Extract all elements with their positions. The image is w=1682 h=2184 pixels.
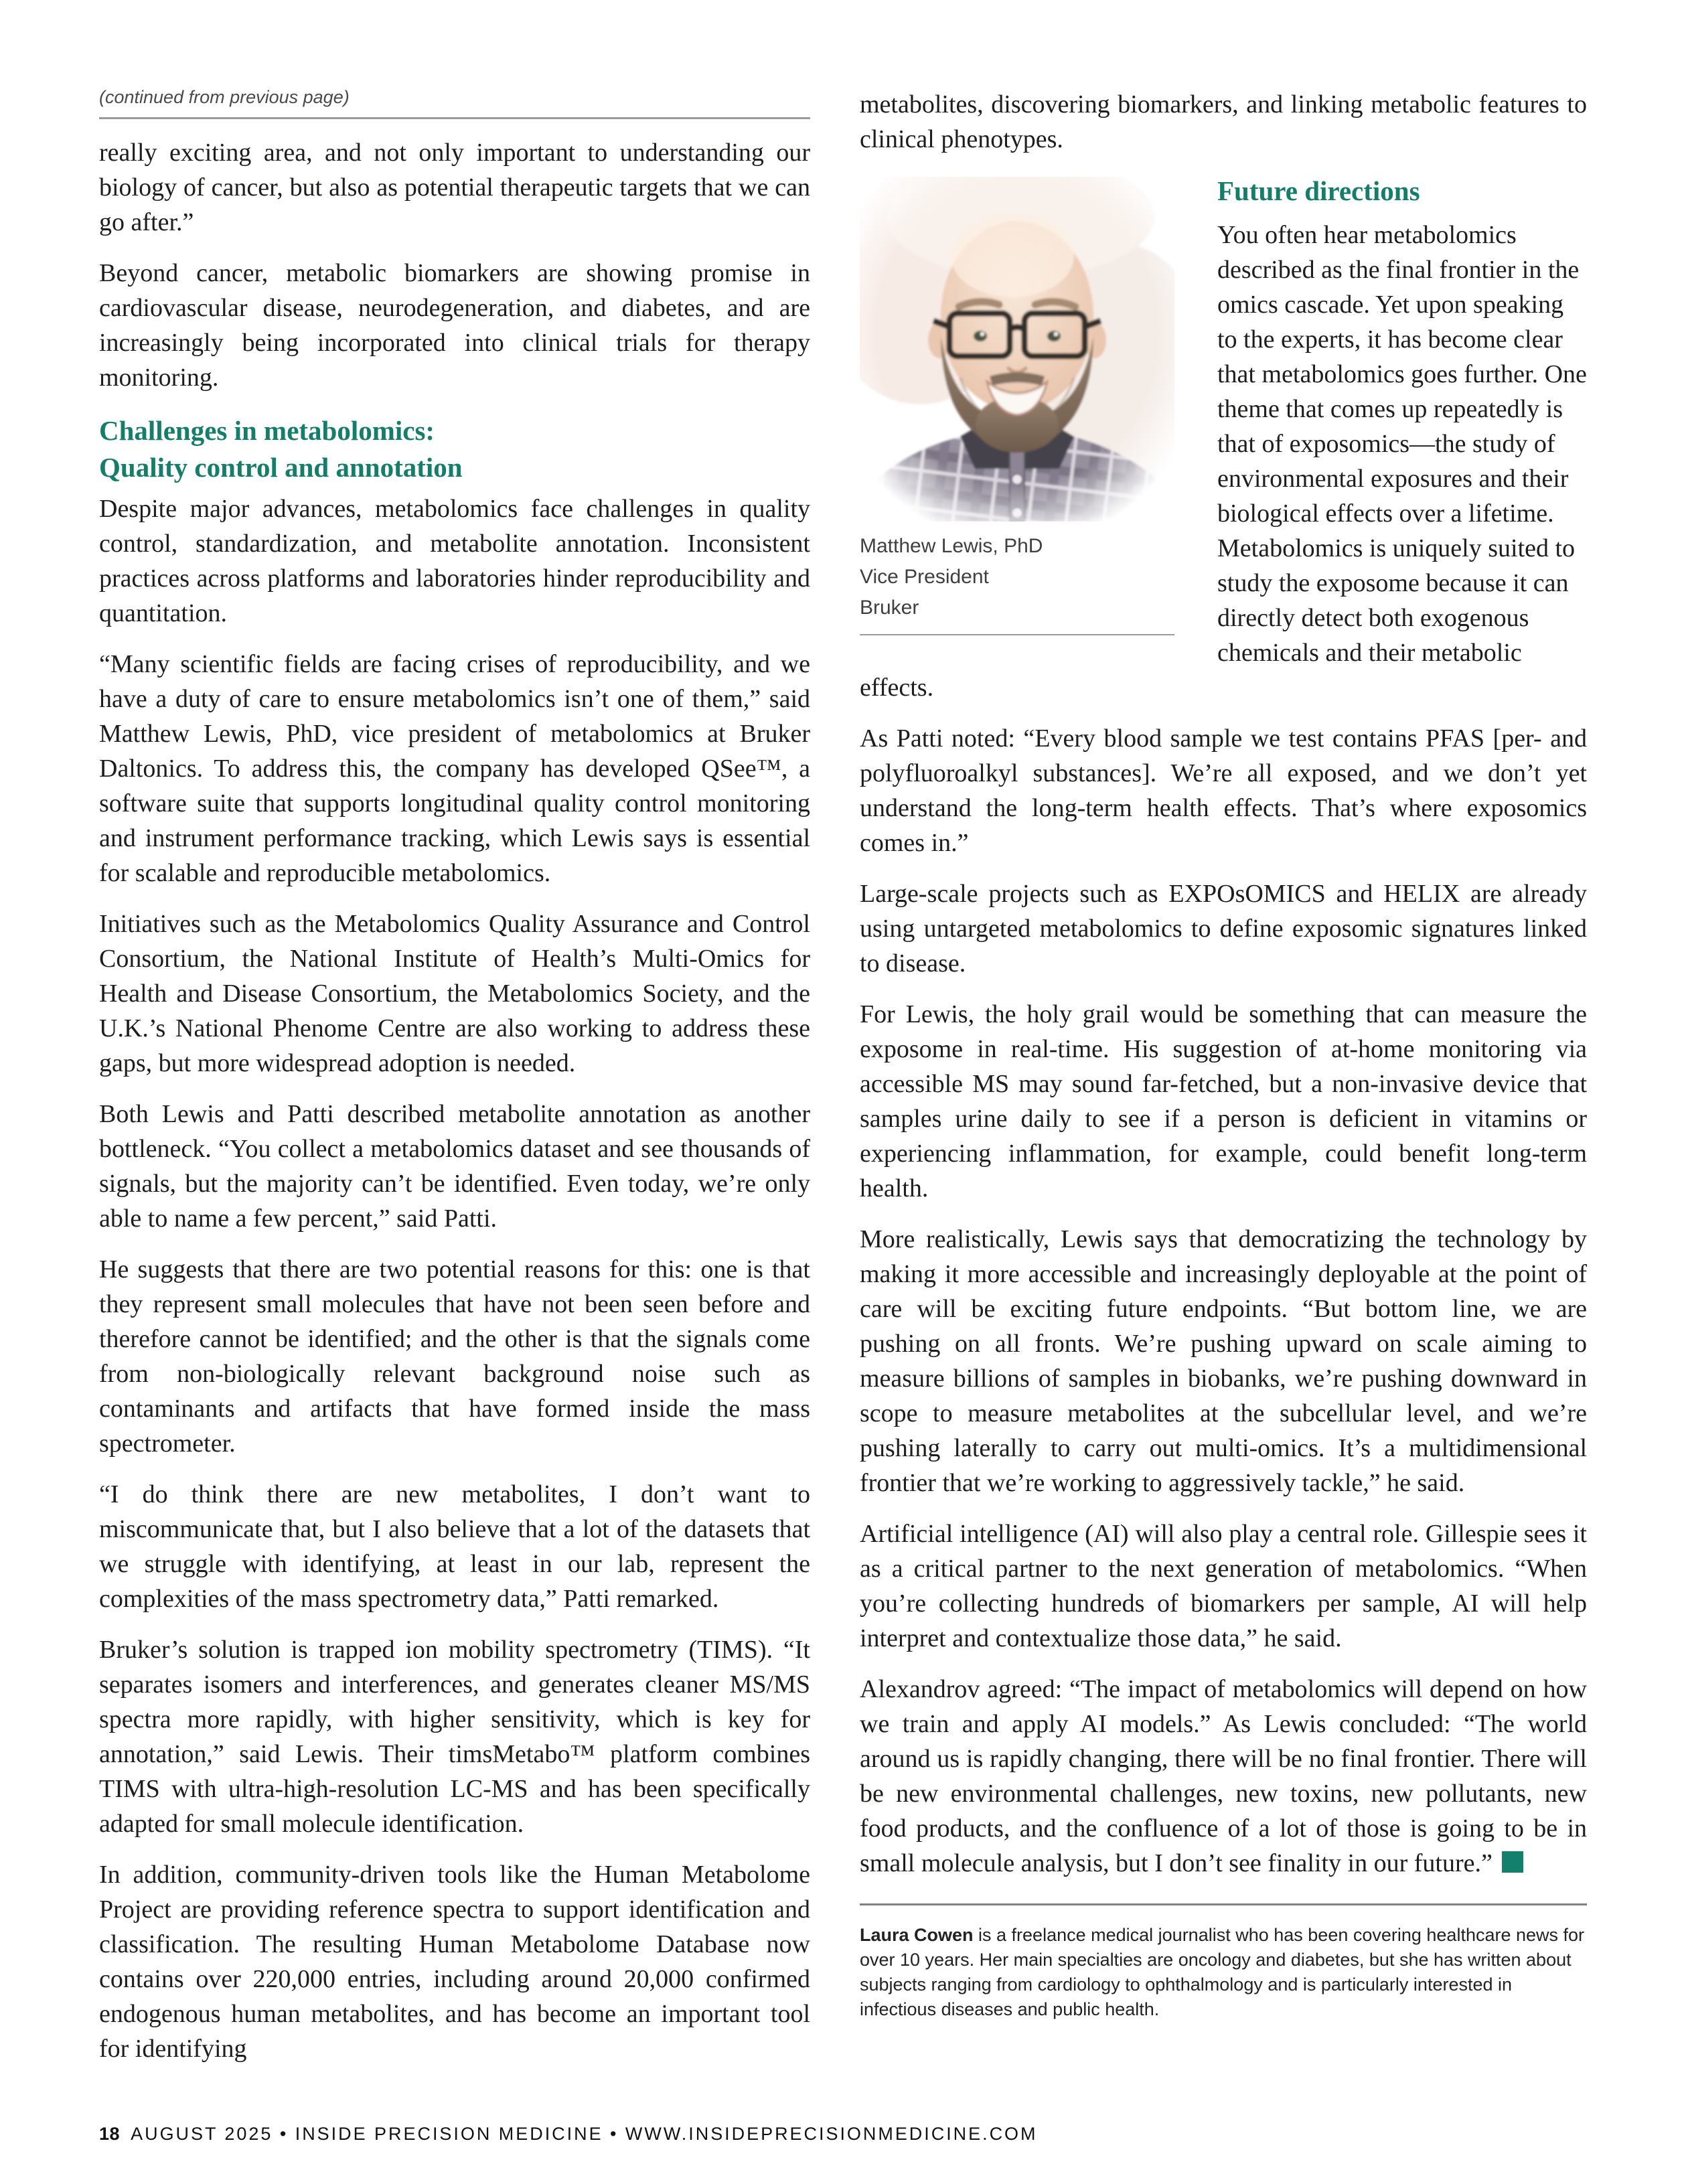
author-bio-rule bbox=[860, 1903, 1587, 1905]
portrait-photo bbox=[860, 177, 1174, 522]
author-bio bbox=[860, 1923, 1587, 2022]
portrait-block bbox=[860, 177, 1174, 635]
paragraph: Both Lewis and Patti described metabolite annotation as another bottleneck. “You collect a metabolomics dataset and see thousands of signals, but the majority can’t be identified. Even today, we’re only able to name a few percent,” said Patti. bbox=[99, 1100, 810, 1233]
caption-name: Matthew Lewis, PhD bbox=[860, 535, 1043, 557]
paragraph: Beyond cancer, metabolic biomarkers are showing promise in cardiovascular disease, neurodegeneration, and diabetes, and are increasingly being incorporated into clinical trials for therapy monitoring. bbox=[99, 259, 810, 392]
caption-company: Bruker bbox=[860, 597, 919, 619]
paragraph: “Many scientific fields are facing crises of reproducibility, and we have a duty of care to ensure metabolomics isn’t one of them,” said Matthew Lewis, PhD, vice president of metabolomics at Bruker Daltonics. To address this, the company has developed QSee™, a software suite that supports longitudinal quality control monitoring and instrument performance tracking, which Lewis says is essential for scalable and reproducible metabolomics. bbox=[99, 650, 810, 887]
paragraph: He suggests that there are two potential reasons for this: one is that they represent small molecules that have not been seen before and therefore cannot be identified; and the other is that the signals come from non-biologically relevant background noise such as contaminants and artifacts that have formed inside the mass spectrometer. bbox=[99, 1255, 810, 1458]
end-of-article-marker-icon bbox=[1502, 1851, 1523, 1873]
paragraph-text: Alexandrov agreed: “The impact of metabolomics will depend on how we train and apply AI models.” As Lewis concluded: “The world around us is rapidly changing, there will be no final frontier. There will be new environmental challenges, new toxins, new pollutants, new food products, and the confluence of a lot of those is going to be in small molecule analysis, but I don’t see finality in our future.” bbox=[860, 1675, 1587, 1877]
paragraph: Artificial intelligence (AI) will also play a central role. Gillespie sees it as a critical partner to the next generation of metabolomics. “When you’re collecting hundreds of biomarkers per sample, AI will help interpret and contextualize those data,” he said. bbox=[860, 1520, 1587, 1652]
section-heading-challenges bbox=[99, 412, 810, 486]
left-column bbox=[99, 87, 810, 2082]
page-footer bbox=[99, 2124, 1038, 2144]
photo-caption bbox=[860, 531, 1174, 623]
heading-line: Quality control and annotation bbox=[99, 452, 463, 483]
caption-rule bbox=[860, 634, 1174, 635]
paragraph: In addition, community-driven tools like the Human Metabolome Project are providing reference spectra to support identification and classification. The resulting Human Metabolome Database now contains over 220,000 entries, including around 20,000 confirmed endogenous human metabolites, and has become an important tool for identifying bbox=[99, 1861, 810, 2063]
paragraph: You often hear metabolomics described as the final frontier in the omics cascade. Yet upon speaking to the experts, it has become clear that metabolomics goes further. One theme that comes up repeatedly is that of exposomics—the study of environmental exposures and their biological effects over a lifetime. Metabolomics is uniquely suited to study the exposome because it can directly detect both exogenous chemicals and their metabolic effects. bbox=[860, 221, 1587, 702]
continued-note: (continued from previous page) bbox=[99, 87, 350, 107]
author-name: Laura Cowen bbox=[860, 1925, 974, 1945]
caption-title: Vice President bbox=[860, 566, 989, 588]
paragraph: More realistically, Lewis says that democratizing the technology by making it more accessible and increasingly deployable at the point of care will be exciting future endpoints. “But bottom line, we are pushing on all fronts. We’re pushing upward on scale aiming to measure billions of samples in biobanks, we’re pushing downward in scope to measure metabolites at the subcellular level, and we’re pushing laterally to carry out multi-omics. It’s a multidimensional frontier that we’re working to aggressively tackle,” he said. bbox=[860, 1225, 1587, 1497]
paragraph: “I do think there are new metabolites, I don’t want to miscommunicate that, but I also believe that a lot of the datasets that we struggle with identifying, at least in our lab, represent the complexities of the mass spectrometry data,” Patti remarked. bbox=[99, 1480, 810, 1613]
page-number: 18 bbox=[99, 2124, 121, 2144]
footer-text: AUGUST 2025 • INSIDE PRECISION MEDICINE • WWW.INSIDEPRECISIONMEDICINE.COM bbox=[131, 2124, 1038, 2144]
paragraph: Bruker’s solution is trapped ion mobility spectrometry (TIMS). “It separates isomers and interferences, and generates cleaner MS/MS spectra more rapidly, with higher sensitivity, which is key for annotation,” said Lewis. Their timsMetabo™ platform combines TIMS with ultra-high-resolution LC-MS and has been specifically adapted for small molecule identification. bbox=[99, 1636, 810, 1838]
section-heading-future-directions: Future directions bbox=[1217, 175, 1420, 206]
paragraph: As Patti noted: “Every blood sample we test contains PFAS [per- and polyfluoroalkyl substances]. We’re all exposed, and we don’t yet understand the long-term health effects. That’s where exposomics comes in.” bbox=[860, 724, 1587, 857]
paragraph: Large-scale projects such as EXPOsOMICS and HELIX are already using untargeted metabolomics to define exposomic signatures linked to disease. bbox=[860, 880, 1587, 978]
paragraph bbox=[860, 1672, 1587, 1881]
paragraph: Initiatives such as the Metabolomics Quality Assurance and Control Consortium, the National Institute of Health’s Multi-Omics for Health and Disease Consortium, the Metabolomics Society, and the U.K.’s National Phenome Centre are also working to address these gaps, but more widespread adoption is needed. bbox=[99, 910, 810, 1077]
heading-line: Challenges in metabolomics: bbox=[99, 415, 435, 446]
paragraph: For Lewis, the holy grail would be something that can measure the exposome in real-time. His suggestion of at-home monitoring via accessible MS may sound far-fetched, but a non-invasive device that samples urine daily to see if a person is deficient in vitamins or experiencing inflammation, for example, could benefit long-term health. bbox=[860, 1000, 1587, 1202]
author-bio-text: is a freelance medical journalist who has been covering healthcare news for over 10 years. Her main specialties are oncology and diabetes, but she has written about subjects ranging from cardiology to ophthalmology and is particularly interested in infectious diseases and public health. bbox=[860, 1925, 1585, 2019]
paragraph: really exciting area, and not only important to understanding our biology of cancer, but also as potential therapeutic targets that we can go after.” bbox=[99, 139, 810, 236]
paragraph: Despite major advances, metabolomics face challenges in quality control, standardization, and metabolite annotation. Inconsistent practices across platforms and laboratories hinder reproducibility and quantitation. bbox=[99, 495, 810, 627]
column-divider-rule bbox=[99, 117, 810, 119]
paragraph: metabolites, discovering biomarkers, and linking metabolic features to clinical phenotypes. bbox=[860, 90, 1587, 153]
right-column bbox=[860, 87, 1587, 2040]
